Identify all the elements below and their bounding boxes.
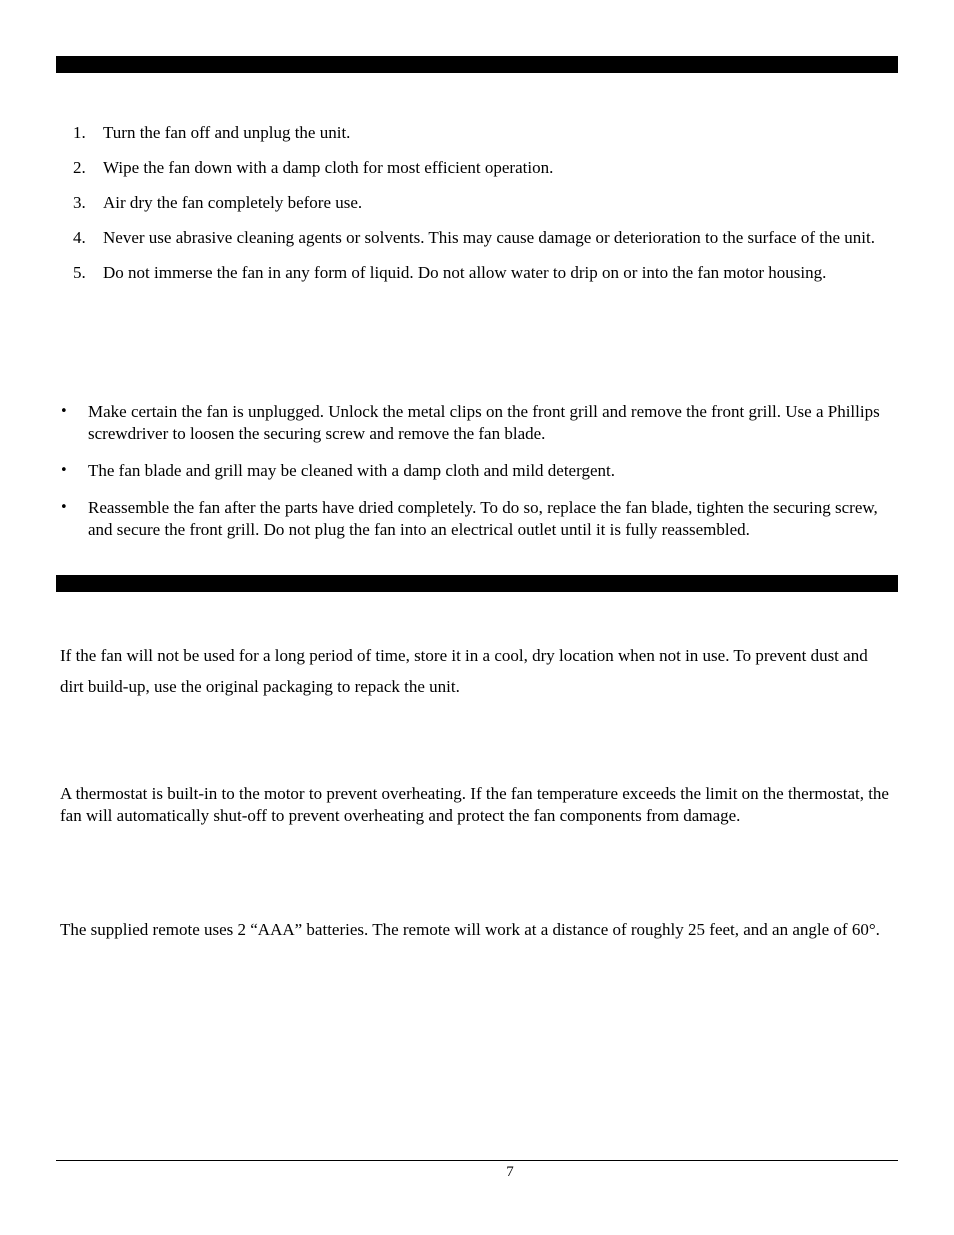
list-item bbox=[60, 262, 896, 284]
step-number: 5. bbox=[73, 263, 86, 282]
thermostat-paragraph: A thermostat is built-in to the motor to prevent overheating. If the fan temperature exceeds the limit on the thermostat, the fan will automatically shut-off to prevent overheating and protect the fan components from damage. bbox=[60, 784, 889, 825]
step-text: Never use abrasive cleaning agents or solvents. This may cause damage or deterioration to the surface of the unit. bbox=[103, 228, 875, 247]
list-item bbox=[60, 497, 896, 541]
step-text: Turn the fan off and unplug the unit. bbox=[103, 123, 351, 142]
step-number: 4. bbox=[73, 228, 86, 247]
bullet-text: Make certain the fan is unplugged. Unlock the metal clips on the front grill and remove the front grill. Use a Phillips screwdriver to loosen the securing screw and remove the fan blade. bbox=[88, 402, 880, 443]
step-number: 1. bbox=[73, 123, 86, 142]
section-header-bar-cleaning bbox=[56, 56, 898, 73]
list-item bbox=[60, 122, 896, 144]
bullet-icon: • bbox=[60, 463, 68, 478]
step-number: 3. bbox=[73, 193, 86, 212]
list-item bbox=[60, 192, 896, 214]
footer-divider bbox=[56, 1160, 898, 1161]
step-number: 2. bbox=[73, 158, 86, 177]
bullet-text: The fan blade and grill may be cleaned with a damp cloth and mild detergent. bbox=[88, 461, 615, 480]
list-item bbox=[60, 227, 896, 249]
cleaning-steps-list bbox=[60, 122, 896, 297]
bullet-icon: • bbox=[60, 500, 68, 515]
storage-paragraph: If the fan will not be used for a long period of time, store it in a cool, dry location when not in use. To prevent dust and dirt build-up, use the original packaging to repack the unit. bbox=[60, 646, 868, 696]
page-number: 7 bbox=[506, 1164, 514, 1180]
list-item bbox=[60, 401, 896, 445]
section-header-bar-storage bbox=[56, 575, 898, 592]
blade-cleaning-list bbox=[60, 401, 896, 556]
list-item bbox=[60, 460, 896, 482]
bullet-icon: • bbox=[60, 404, 68, 419]
bullet-text: Reassemble the fan after the parts have dried completely. To do so, replace the fan blade, tighten the securing screw, and secure the front grill. Do not plug the fan into an electrical outlet until it is fully reassembled. bbox=[88, 498, 878, 539]
step-text: Air dry the fan completely before use. bbox=[103, 193, 363, 212]
list-item bbox=[60, 157, 896, 179]
step-text: Do not immerse the fan in any form of liquid. Do not allow water to drip on or into the fan motor housing. bbox=[103, 263, 827, 282]
remote-paragraph: The supplied remote uses 2 “AAA” batteries. The remote will work at a distance of roughly 25 feet, and an angle of 60°. bbox=[60, 920, 880, 939]
step-text: Wipe the fan down with a damp cloth for most efficient operation. bbox=[103, 158, 554, 177]
